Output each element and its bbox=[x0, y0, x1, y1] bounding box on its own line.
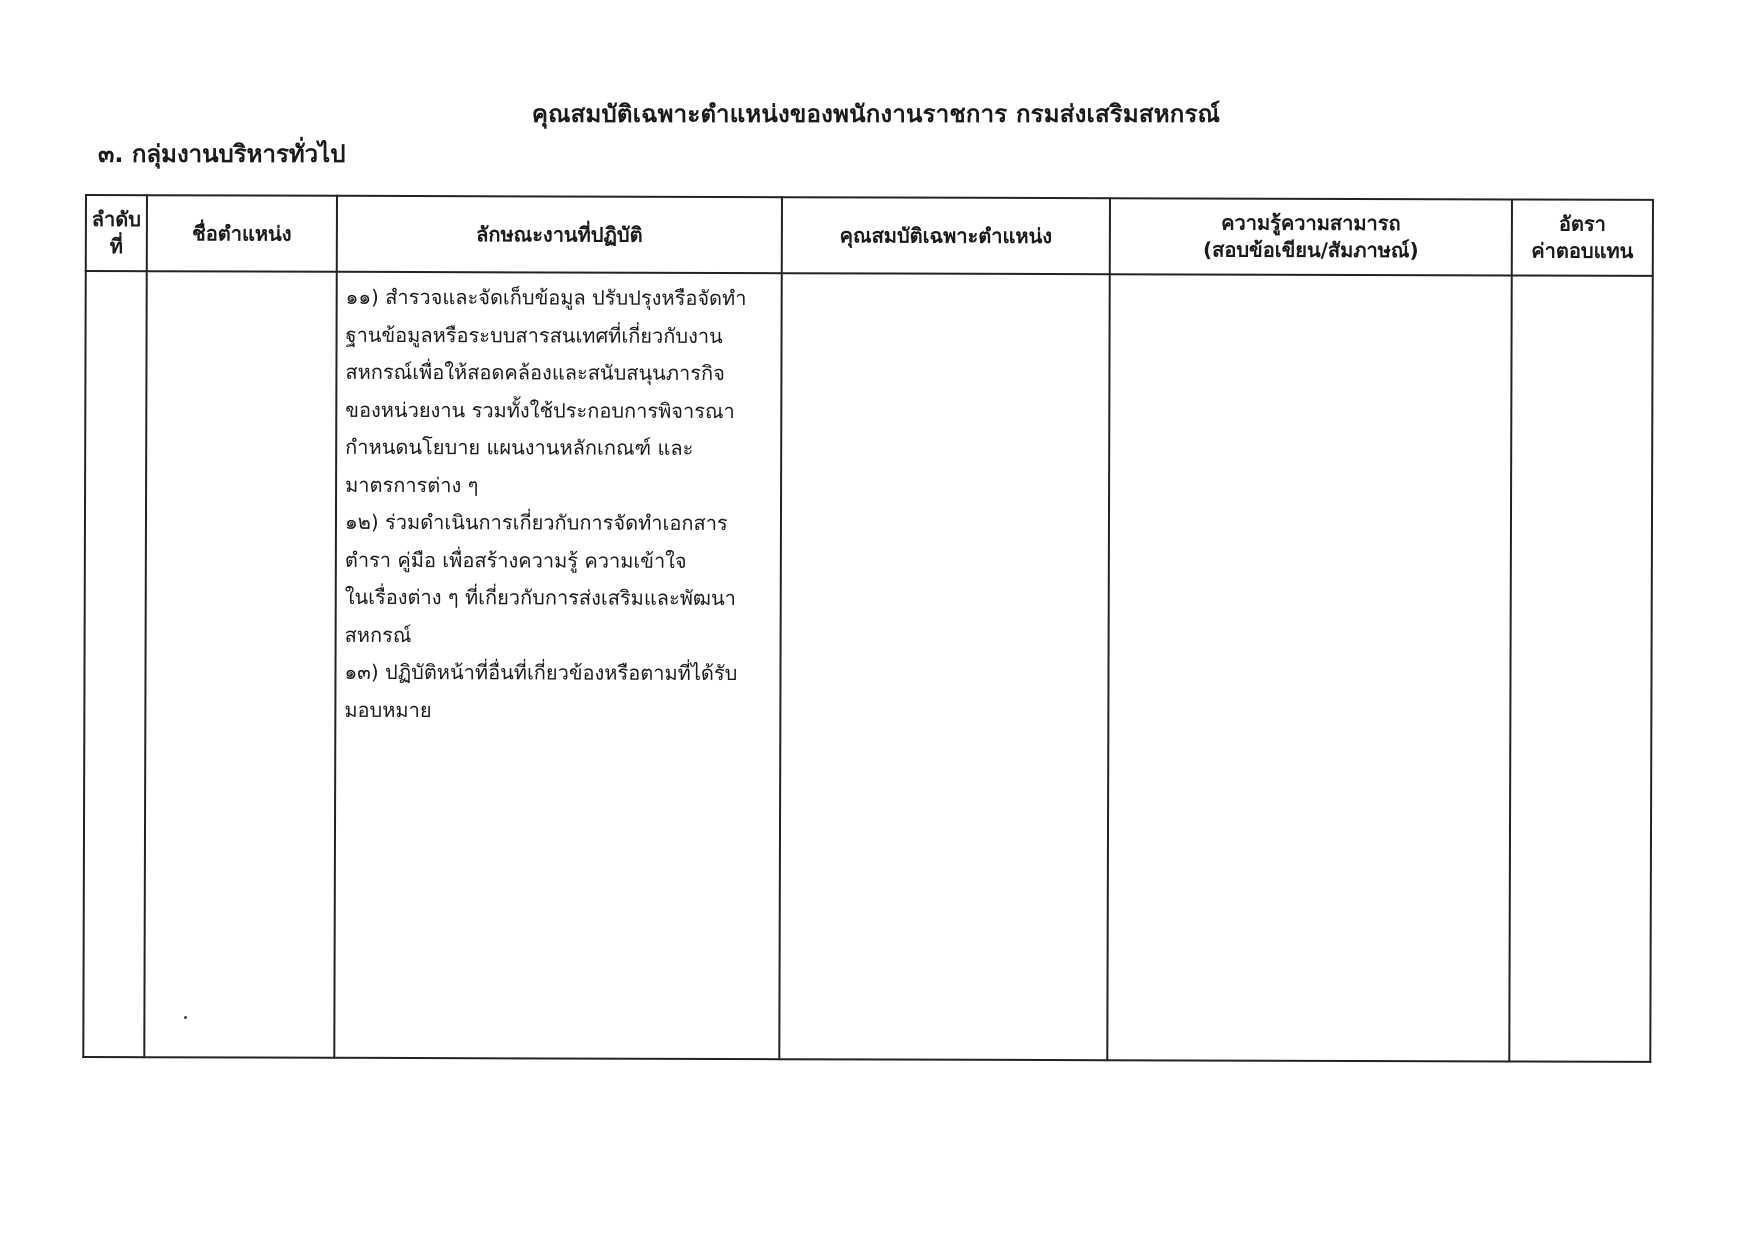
duty-line: ๑๓) ปฏิบัติหน้าที่อื่นที่เกี่ยวข้องหรือตามที่ได้รับ bbox=[344, 659, 738, 686]
duty-line: มอบหมาย bbox=[344, 697, 432, 722]
header-rate bbox=[1512, 199, 1653, 275]
duty-line: ฐานข้อมูลหรือระบบสารสนเทศที่เกี่ยวกับงาน bbox=[345, 322, 723, 348]
table-header-row bbox=[86, 195, 1653, 276]
header-knowledge-line1: ความรู้ความสามารถ bbox=[1221, 210, 1401, 236]
cell-duties bbox=[334, 272, 781, 1059]
cell-rate bbox=[1509, 275, 1652, 1061]
duty-line: กำหนดนโยบาย แผนงานหลักเกณฑ์ และ bbox=[345, 434, 694, 460]
duty-line: ๑๑) สำรวจและจัดเก็บข้อมูล ปรับปรุงหรือจัดทำ bbox=[345, 284, 747, 311]
header-duties: ลักษณะงานที่ปฏิบัติ bbox=[337, 196, 782, 273]
header-rate-line1: อัตรา bbox=[1558, 211, 1606, 236]
header-position-name: ชื่อตำแหน่ง bbox=[147, 195, 337, 272]
table-row bbox=[83, 271, 1652, 1062]
duty-line: มาตรการต่าง ๆ bbox=[345, 472, 479, 497]
scan-speck bbox=[184, 1016, 187, 1019]
cell-no bbox=[83, 271, 146, 1057]
header-no-line1: ลำดับ bbox=[91, 207, 142, 232]
duty-line: ตำรา คู่มือ เพื่อสร้างความรู้ ความเข้าใจ bbox=[344, 547, 687, 573]
document-title: คุณสมบัติเฉพาะตำแหน่งของพนักงานราชการ กรมส่งเสริมสหกรณ์ bbox=[531, 100, 1221, 128]
header-qualifications: คุณสมบัติเฉพาะตำแหน่ง bbox=[782, 197, 1110, 274]
duty-line: สหกรณ์ bbox=[344, 622, 412, 647]
cell-knowledge bbox=[1107, 274, 1511, 1061]
cell-qualifications bbox=[779, 273, 1109, 1060]
header-rate-line2: ค่าตอบแทน bbox=[1531, 238, 1634, 263]
duty-line: สหกรณ์เพื่อให้สอดคล้องและสนับสนุนภารกิจ bbox=[345, 359, 725, 386]
cell-position-name bbox=[144, 271, 336, 1058]
duty-line: ๑๒) ร่วมดำเนินการเกี่ยวกับการจัดทำเอกสาร bbox=[344, 509, 728, 536]
header-knowledge bbox=[1110, 198, 1512, 275]
header-knowledge-line2: (สอบข้อเขียน/สัมภาษณ์) bbox=[1202, 237, 1419, 263]
duty-line: ในเรื่องต่าง ๆ ที่เกี่ยวกับการส่งเสริมและพัฒนา bbox=[344, 584, 736, 611]
qualification-table bbox=[82, 194, 1654, 1063]
header-no-line2: ที่ bbox=[109, 234, 123, 259]
duty-line: ของหน่วยงาน รวมทั้งใช้ประกอบการพิจารณา bbox=[345, 397, 735, 423]
section-heading: ๓. กลุ่มงานบริหารทั่วไป bbox=[98, 140, 346, 168]
header-no bbox=[86, 195, 147, 271]
